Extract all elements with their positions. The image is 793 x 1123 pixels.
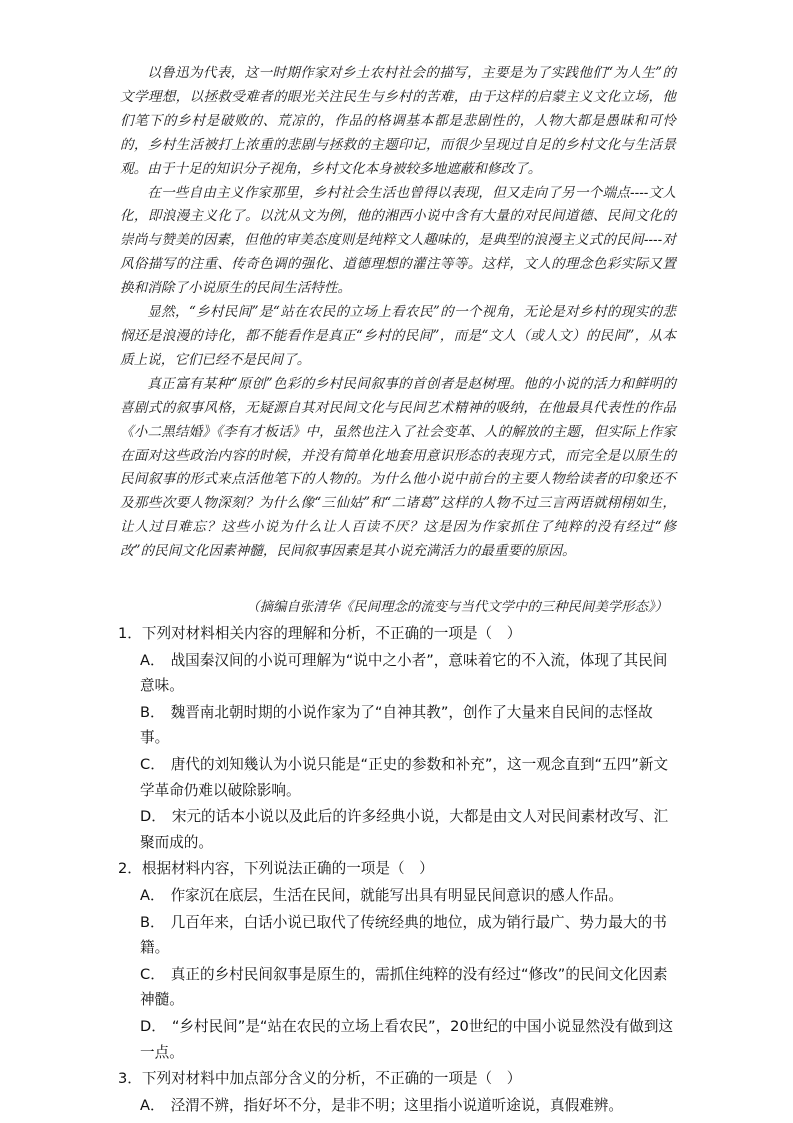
option-c[interactable]: [118, 962, 678, 1013]
question-3: [118, 1066, 678, 1118]
option-a[interactable]: [118, 1093, 678, 1119]
option-c[interactable]: [118, 752, 678, 803]
question-2: [118, 856, 678, 1065]
option-text: 战国秦汉间的小说可理解为“说中之小者”，意味着它的不入流，体现了其民间意味。: [140, 651, 668, 695]
option-text: “乡村民间”是“站在农民的立场上看农民”，20世纪的中国小说显然没有做到这一点。: [140, 1017, 674, 1061]
passage-paragraph: 显然，“乡村民间”是“站在农民的立场上看农民”的一个视角，无论是对乡村的现实的悲悯还是浪漫的诗化，都不能看作是真正“乡村的民间”，而是“文人（或人文）的民间”，从本质上说，它们已经不是民间了。: [120, 304, 676, 368]
question-stem: 3．下列对材料中加点部分含义的分析，不正确的一项是（ ）: [118, 1070, 522, 1088]
option-label: B．: [140, 913, 165, 931]
option-text: 几百年来，白话小说已取代了传统经典的地位，成为销行最广、势力最大的书籍。: [140, 913, 667, 957]
question-stem: 1．下列对材料相关内容的理解和分析，不正确的一项是（ ）: [118, 625, 522, 642]
option-label: A．: [140, 1096, 165, 1114]
option-d[interactable]: [118, 804, 678, 855]
option-d[interactable]: [118, 1014, 678, 1065]
passage-paragraph: 真正富有某种“原创”色彩的乡村民间叙事的首创者是赵树理。他的小说的活力和鲜明的喜剧式的叙事风格，无疑源自其对民间文化与民间艺术精神的吸纳，在他最具代表性的作品《小二黑结婚》《李有才板话》中，虽然也注入了社会变革、人的解放的主题，但实际上作家在面对这些政治内容的时候，并没有简单化地套用意识形态的表现方式，而完全是以原生的民间叙事的形式来点活他笔下的人物的。为什么他小说中前台的主要人物给读者的印象还不及那些次要人物深刻？为什么像“三仙姑”和“二诸葛”这样的人物不过三言两语就栩栩如生，让人过目难忘？这些小说为什么让人百读不厌？这是因为作家抓住了纯粹的没有经过“修改”的民间文化因素神髓，民间叙事因素是其小说充满活力的最重要的原因。: [120, 375, 676, 560]
option-text: 真正的乡村民间叙事是原生的，需抓住纯粹的没有经过“修改”的民间文化因素神髓。: [140, 965, 668, 1009]
option-b[interactable]: [118, 910, 678, 961]
passage-source: （摘编自张清华《民间理念的流变与当代文学中的三种民间美学形态》）: [246, 600, 668, 615]
option-text: 魏晋南北朝时期的小说作家为了“自神其教”，创作了大量来自民间的志怪故事。: [140, 703, 653, 747]
option-b[interactable]: [118, 700, 678, 751]
question-1: [118, 621, 678, 855]
option-label: B．: [140, 703, 165, 721]
option-label: A．: [140, 651, 165, 669]
option-label: D．: [140, 1017, 166, 1035]
option-text: 作家沉在底层，生活在民间，就能写出具有明显民间意识的感人作品。: [170, 886, 623, 904]
option-text: 泾渭不辨，指好坏不分，是非不明；这里指小说道听途说，真假难辨。: [170, 1096, 623, 1114]
option-a[interactable]: [118, 648, 678, 699]
option-label: A．: [140, 886, 165, 904]
reading-passage: [120, 62, 676, 564]
passage-paragraph: 以鲁迅为代表，这一时期作家对乡土农村社会的描写，主要是为了实践他们“为人生”的文学理想，以拯救受难者的眼光关注民生与乡村的苦难，由于这样的启蒙主义文化立场，他们笔下的乡村是破败的、荒凉的，作品的格调基本都是悲剧性的，人物大都是愚昧和可怜的，乡村生活被打上浓重的悲剧与拯救的主题印记，而很少呈现过自足的乡村文化与生活景观。由于十足的知识分子视角，乡村文化本身被较多地遮蔽和修改了。: [120, 65, 676, 177]
option-label: C．: [140, 755, 165, 773]
question-list: [118, 621, 678, 1119]
passage-paragraph: 在一些自由主义作家那里，乡村社会生活也曾得以表现，但又走向了另一个端点----文人化，即浪漫主义化了。以沈从文为例，他的湘西小说中含有大量的对民间道德、民间文化的崇尚与赞美的因素，但他的审美态度则是纯粹文人趣味的，是典型的浪漫主义式的民间----对风俗描写的注重、传奇色调的强化、道德理想的灌注等等。这样，文人的理念色彩实际又置换和消除了小说原生的民间生活特性。: [120, 184, 676, 297]
option-text: 唐代的刘知幾认为小说只能是“正史的参数和补充”，这一观念直到“五四”新文学革命仍难以破除影响。: [140, 755, 669, 799]
option-text: 宋元的话本小说以及此后的许多经典小说，大都是由文人对民间素材改写、汇聚而成的。: [140, 808, 669, 851]
option-label: C．: [140, 965, 165, 983]
option-a[interactable]: [118, 883, 678, 909]
option-label: D．: [140, 808, 166, 826]
question-stem: 2．根据材料内容，下列说法正确的一项是（ ）: [118, 860, 434, 878]
